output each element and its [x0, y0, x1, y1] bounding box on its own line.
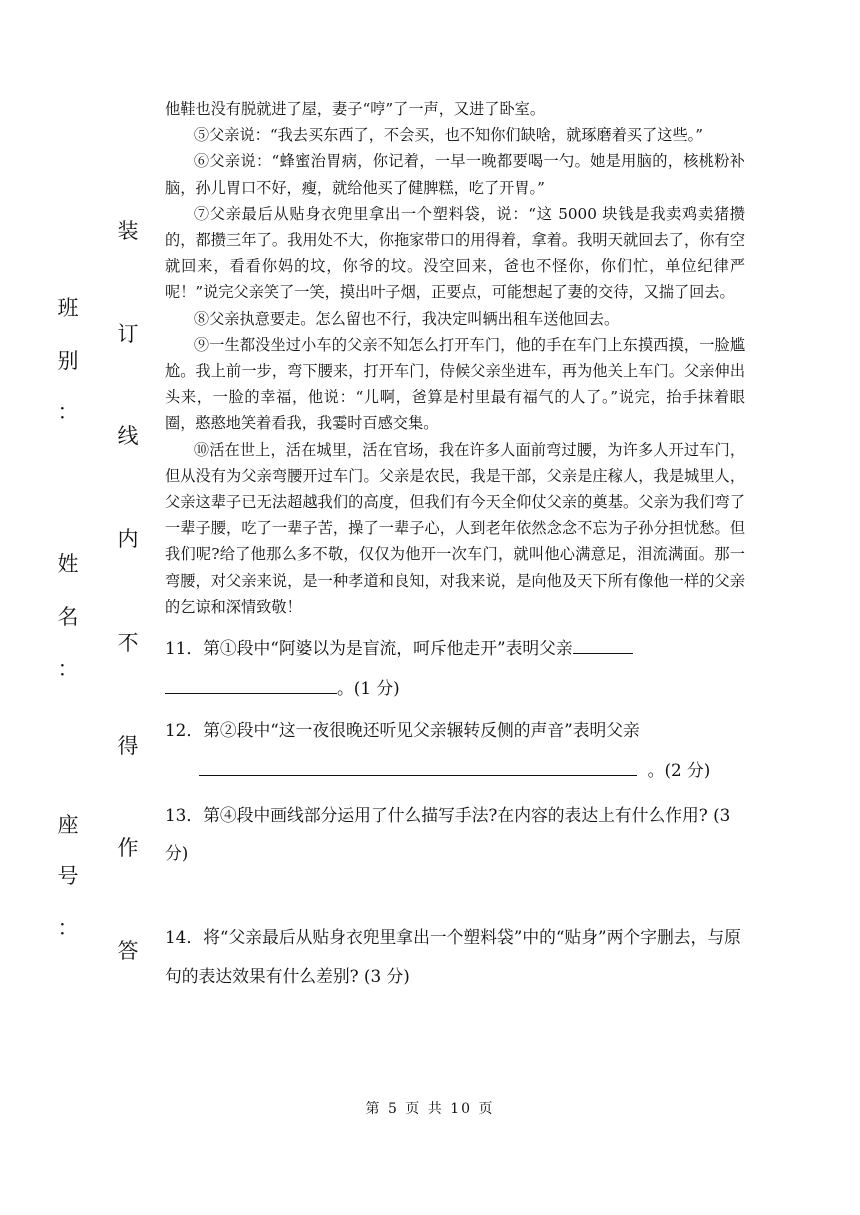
paragraph-8: ⑧父亲执意要走。怎么留也不行，我决定叫辆出租车送他回去。: [193, 309, 620, 328]
binding-char: 得: [117, 734, 139, 758]
binding-char: 内: [117, 527, 139, 551]
question-13: [165, 796, 745, 918]
margin-char: ：: [57, 657, 79, 681]
question-11: [165, 634, 745, 702]
answer-blank[interactable]: [573, 652, 633, 654]
margin-char: ：: [57, 916, 79, 940]
question-text: 13．第④段中画线部分运用了什么描写手法?在内容的表达上有什么作用? (3 分): [165, 805, 731, 864]
answer-blank[interactable]: [199, 774, 637, 776]
margin-char: 班: [57, 296, 79, 320]
question-score: 。(1 分): [337, 678, 400, 699]
binding-char: 装: [117, 219, 139, 243]
paragraph-5: ⑤父亲说：“我去买东西了，不会买，也不知你们缺啥，就琢磨着买了这些。”: [193, 126, 703, 145]
margin-char: 名: [57, 605, 79, 629]
question-score: 。(2 分): [647, 760, 711, 781]
binding-char: 线: [117, 424, 139, 448]
binding-char: 订: [117, 322, 139, 346]
reading-passage: [165, 96, 745, 996]
paragraph-10: ⑩活在世上，活在城里，活在官场，我在许多人面前弯过腰，为许多人开过车门，但从没有为父亲弯腰开过车门。父亲是农民，我是干部，父亲是庄稼人，我是城里人，父亲这辈子已无法超越我们的高度，但我们有今天全仰仗父亲的奠基。父亲为我们弯了一辈子腰，吃了一辈子苦，操了一辈子心，人到老年依然念念不忘为子孙分担忧愁。但我们呢?给了他那么多不敬，仅仅为他开一次车门，就叫他心满意足，泪流满面。那一弯腰，对父亲来说，是一种孝道和良知，对我来说，是向他及天下所有像他一样的父亲的乞谅和深情致敬！: [165, 440, 745, 616]
margin-char: 姓: [57, 552, 79, 576]
binding-char: 答: [117, 939, 139, 963]
page-number: 第 5 页 共 10 页: [365, 1101, 495, 1117]
margin-char: 座: [57, 813, 79, 837]
margin-char: 号: [57, 864, 79, 888]
margin-char: ：: [57, 400, 79, 424]
margin-char: 别: [57, 349, 79, 373]
binding-char: 作: [117, 836, 139, 860]
question-12: [165, 716, 745, 784]
answer-blank[interactable]: [165, 692, 337, 694]
paragraph-9: ⑨一生都没坐过小车的父亲不知怎么打开车门，他的手在车门上东摸西摸，一脸尴尬。我上前一步，弯下腰来，打开车门，侍候父亲坐进车，再为他关上车门。父亲伸出头来，一脸的幸福，他说：“儿啊，爸算是村里最有福气的人了。”说完，抬手抹着眼圈，憨憨地笑着看我，我霎时百感交集。: [165, 335, 745, 433]
question-text: 14．将“父亲最后从贴身衣兜里拿出一个塑料袋”中的“贴身”两个字删去，与原句的表达效果有什么差别? (3 分): [165, 927, 741, 987]
answer-area[interactable]: [165, 872, 745, 918]
binding-char: 不: [117, 631, 139, 655]
question-14: [165, 918, 745, 996]
paragraph-6: ⑥父亲说：“蜂蜜治胃病，你记着，一早一晚都要喝一勺。她是用脑的，核桃粉补脑，孙儿胃口不好，瘦，就给他买了健脾糕，吃了开胃。”: [165, 152, 745, 197]
question-text: 12．第②段中“这一夜很晚还听见父亲辗转反侧的声音”表明父亲: [165, 720, 640, 741]
paragraph-7: ⑦父亲最后从贴身衣兜里拿出一个塑料袋，说：“这 5000 块钱是我卖鸡卖猪攒的，都攒三年了。我用处不大，你拖家带口的用得着，拿着。我明天就回去了，你有空就回来，看看你妈的坟，你爷的坟。没空回来，爸也不怪你，你们忙，单位纪律严呢！”说完父亲笑了一笑，摸出叶子烟，正要点，可能想起了妻的交待，又揣了回去。: [165, 204, 745, 302]
question-text: 11．第①段中“阿婆以为是盲流，呵斥他走开”表明父亲: [165, 638, 573, 659]
paragraph-continued: 他鞋也没有脱就进了屋，妻子“哼”了一声，又进了卧室。: [165, 100, 546, 118]
